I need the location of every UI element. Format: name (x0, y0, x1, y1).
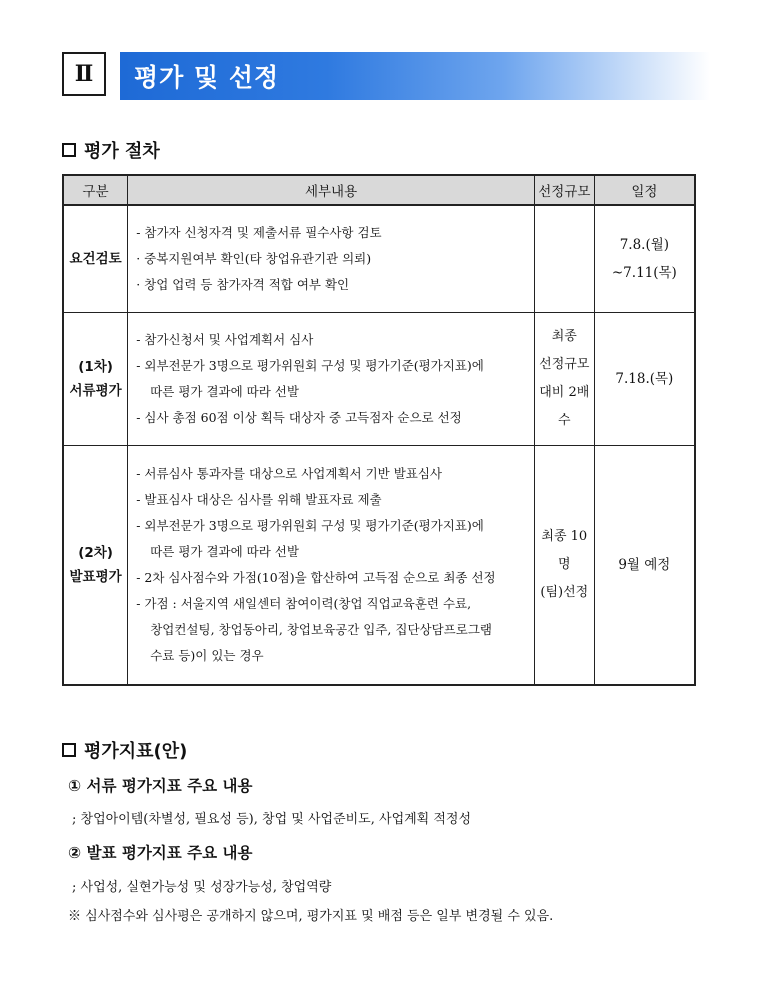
section-title-bar (120, 52, 710, 100)
row-scale-line: (팀)선정 (540, 584, 589, 600)
detail-line: - 서류심사 통과자를 대상으로 사업계획서 기반 발표심사 (136, 465, 442, 481)
procedure-heading (62, 137, 160, 163)
header-date: 일정 (594, 175, 695, 205)
detail-line: - 2차 심사점수와 가점(10점)을 합산하여 고득점 순으로 최종 선정 (136, 569, 496, 585)
row-scale-line: 대비 2배수 (539, 384, 590, 428)
row-details (128, 205, 535, 312)
row-category-line: (1차) (78, 358, 113, 375)
row-category-line: 서류평가 (69, 382, 122, 399)
detail-line: · 중복지원여부 확인(타 창업유관기관 의뢰) (136, 250, 372, 266)
indicators-heading-label: 평가지표(안) (84, 741, 188, 762)
indicator-item-2-text: ; 사업성, 실현가능성 및 성장가능성, 창업역량 (72, 880, 332, 895)
row-date-line: 9월 예정 (618, 556, 671, 573)
detail-line: - 참가자 신청자격 및 제출서류 필수사항 검토 (136, 224, 382, 240)
indicators-heading (62, 737, 187, 763)
table-row (63, 312, 695, 445)
section-numeral: Ⅱ (62, 52, 106, 96)
procedure-table (62, 174, 696, 686)
row-details (128, 312, 535, 445)
checkbox-square-icon (62, 743, 76, 757)
indicator-item-1-text: ; 창업아이템(차별성, 필요성 등), 창업 및 사업준비도, 사업계획 적정성 (72, 812, 472, 827)
header-scale: 선정규모 (534, 175, 594, 205)
detail-line: - 심사 총점 60점 이상 획득 대상자 중 고득점자 순으로 선정 (136, 409, 462, 425)
row-date-line: ~7.11(목) (611, 264, 677, 281)
detail-line: - 가점 : 서울지역 새일센터 참여이력(창업 직업교육훈련 수료, (136, 595, 472, 611)
row-category-line: (2차) (78, 544, 113, 561)
table-row (63, 445, 695, 685)
row-scale (534, 312, 594, 445)
indicator-item-1-title: ① 서류 평가지표 주요 내용 (68, 777, 253, 795)
checkbox-square-icon (62, 143, 76, 157)
table-row (63, 205, 695, 312)
detail-line: - 참가신청서 및 사업계획서 심사 (136, 331, 314, 347)
evaluation-note: ※ 심사점수와 심사평은 공개하지 않으며, 평가지표 및 배점 등은 일부 변경될 수 있음. (68, 909, 554, 924)
detail-line: 수료 등)이 있는 경우 (150, 647, 264, 663)
table-header-row (63, 175, 695, 205)
detail-line: 따른 평가 결과에 따라 선발 (150, 383, 299, 399)
header-category: 구분 (63, 175, 128, 205)
detail-line: - 발표심사 대상은 심사를 위해 발표자료 제출 (136, 491, 382, 507)
detail-line: · 창업 업력 등 참가자격 적합 여부 확인 (136, 276, 350, 292)
detail-line: 따른 평가 결과에 따라 선발 (150, 543, 299, 559)
row-scale-line: 최종 (551, 328, 577, 344)
row-date-line: 7.18.(목) (615, 370, 674, 387)
row-date-line: 7.8.(월) (619, 236, 670, 253)
row-category-line: 발표평가 (69, 568, 122, 585)
row-scale (534, 445, 594, 685)
row-category (63, 445, 128, 685)
row-category (63, 312, 128, 445)
row-scale-line: 최종 10명 (541, 528, 588, 572)
row-category-line: 요건검토 (69, 250, 122, 267)
row-date (594, 205, 695, 312)
row-scale (534, 205, 594, 312)
section-title: 평가 및 선정 (134, 63, 280, 92)
indicator-item-2-title: ② 발표 평가지표 주요 내용 (68, 844, 253, 862)
row-date (594, 445, 695, 685)
row-category (63, 205, 128, 312)
row-date (594, 312, 695, 445)
detail-line: - 외부전문가 3명으로 평가위원회 구성 및 평가기준(평가지표)에 (136, 517, 484, 533)
header-detail: 세부내용 (128, 175, 535, 205)
section-header (62, 52, 710, 100)
procedure-heading-label: 평가 절차 (84, 141, 160, 162)
detail-line: - 외부전문가 3명으로 평가위원회 구성 및 평가기준(평가지표)에 (136, 357, 484, 373)
row-details (128, 445, 535, 685)
row-scale-line: 선정규모 (539, 356, 590, 372)
detail-line: 창업컨설팅, 창업동아리, 창업보육공간 입주, 집단상담프로그램 (150, 621, 492, 637)
